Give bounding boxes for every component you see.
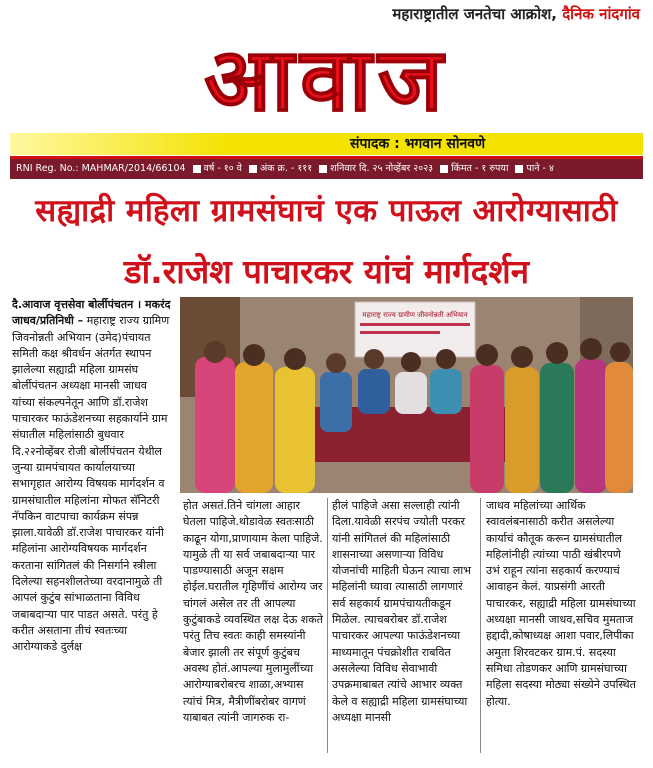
article-byline: दै.आवाज वृत्तसेवा बोर्लीपंचतन । मकरंद जाधव/प्रतिनिधी – [12,298,171,328]
headline-main: सह्याद्री महिला ग्रामसंघाचं एक पाऊल आरोग्यासाठी [35,193,618,229]
pages-info: पाने - ४ [515,159,554,179]
tagline-brand: दैनिक नांदगांव [557,5,640,23]
headline-sub: डॉ.राजेश पाचारकर यांचं मार्गदर्शन [123,252,530,291]
square-bullet-icon [193,165,201,173]
article-text-1: महाराष्ट्र राज्य ग्रामिण जिवनोन्नती अभियान (उमेद)पंचायत समिती कक्ष श्रीवर्धन अंतर्गत स्थापन झालेल्या सह्याद्री महिला ग्रामसंघ बोर्लीपंचतन अध्यक्षा मानसी जाधव यांच्या संकल्पनेतून आणि डॉ.राजेश पाचारकर फाऊंडेशनच्या सहकार्याने ग्राम संघातील महिलांसाठी बुधवार दि.२२नोव्हेंबर रोजी बोर्लीपंचतन येथील जुन्या ग्रामपंचायत कार्यालयाच्या सभागृहात आरोग्य विषयक मार्गदर्शन व ग्रामसंघातील महिलांना मोफत सॅनिटरी नॅपकिन वाटपाचा कार्यक्रम संपन्न झाला.यावेळी डॉ.राजेश पाचारकर यांनी महिलांना आरोग्यविषयक मार्गदर्शन करताना सांगितलं की निसर्गाने स्त्रीला दिलेल्या सहनशीलतेच्या वरदानामुळे ती आपलं कुटुंब सांभाळताना विविध जबाबदाऱ्या पार पाडत असते. परंतु हे करीत असताना तीचं स्वतःच्या आरोग्याकडे दुर्लक्ष [12,314,170,654]
event-photo [180,297,633,493]
square-bullet-icon [440,165,448,173]
masthead-tagline [210,4,640,24]
article-column-4 [486,498,636,710]
editor-bar [10,133,643,155]
article-text-2: होत असतं.तिने चांगला आहार घेतला पाहिजे.थोडावेळ स्वतःसाठी काढून योगा,प्राणायाम केला पाहिजे. यामुळे ती या सर्व जबाबदाऱ्या पार पाडण्यासाठी अजून सक्षम होईल.घरातील गृहिणींचं आरोग्य जर चांगलं असेल तर ती आपल्या कुटुंबाकडे व्यवस्थित लक्ष देऊ शकते परंतु तिच स्वतः काही समस्यांनी बेजार झाली तर संपूर्ण कुटुंबच अवस्थ होतं.आपल्या मुलामुलींच्या आरोग्याबरोबरच शाळा,अभ्यास त्यांचं मित्र, मैत्रीणींबरोबर वागणं याबाबत त्यांनी जागरुक रा- [183,499,323,724]
square-bullet-icon [249,165,257,173]
editor-name: संपादक : भगवान सोनवणे [350,136,486,152]
year-info: वर्ष - १० वे [193,159,242,179]
issue-info-bar [10,159,643,179]
column-divider [480,498,481,753]
tagline-prefix: महाराष्ट्रातील जनतेचा आक्रोश, [392,5,557,23]
article-text-3: हीलं पाहिजे असा सल्लाही त्यांनी दिला.यावेळी सरपंच ज्योती परकर यांनी सांगितलं की महिलांसाठी शासनाच्या असणाऱ्या विविध योजनांची माहिती घेऊन त्याचा लाभ महिलांनी घ्यावा त्यासाठी लागणारं सर्व सहकार्य ग्रामपंचायतीकडून मिळेल. त्याचबरोबर डॉ.राजेश पाचारकर आपल्या फाऊंडेशनच्या माध्यमातून पंचक्रोशीत राबवित असलेल्या विविध सेवाभावी उपक्रमाबाबत त्यांचे आभार व्यक्त केले व सह्याद्री महिला ग्रामसंघाच्या अध्यक्षा मानसी [332,499,471,724]
article-text-4: जाधव महिलांच्या आर्थिक स्वावलंबनासाठी करीत असलेल्या कार्याचं कौतूक करून ग्रामसंघातील महिलांनीही त्यांच्या पाठी खंबीरपणे उभं राहून त्यांना सहकार्य करण्याचं आवाहन केलं. याप्रसंगी आरती पाचारकर, सह्याद्री महिला ग्रामसंघाच्या अध्यक्षा मानसी जाधव,सचिव मुमताज हद्दादी,कोषाध्यक्ष आशा पवार,लिपीका अमुता शिरवटकर ग्राम.पं. सदस्या समिधा तोडणकर आणि ग्रामसंघाच्या महिला सदस्या मोठ्या संख्येने उपस्थित होत्या. [486,499,636,708]
article-column-3 [332,498,477,726]
square-bullet-icon [319,165,327,173]
price-info: किंमत - १ रुपया [440,159,508,179]
rni-number: RNI Reg. No.: MAHMAR/2014/66104 [16,163,186,174]
event-photo-illustration [180,297,633,493]
date-info: शनिवार दि. २५ नोव्हेंबर २०२३ [319,159,433,179]
article-column-1 [12,297,172,656]
article-column-2 [183,498,325,726]
square-bullet-icon [515,165,523,173]
column-divider [327,498,328,753]
banner-text: महाराष्ट्र राज्य ग्रामीण जीवनोन्नती अभियान [362,311,468,319]
newspaper-title: आवाज [204,28,449,131]
issue-info: अंक क्र. - १११ [249,159,312,179]
